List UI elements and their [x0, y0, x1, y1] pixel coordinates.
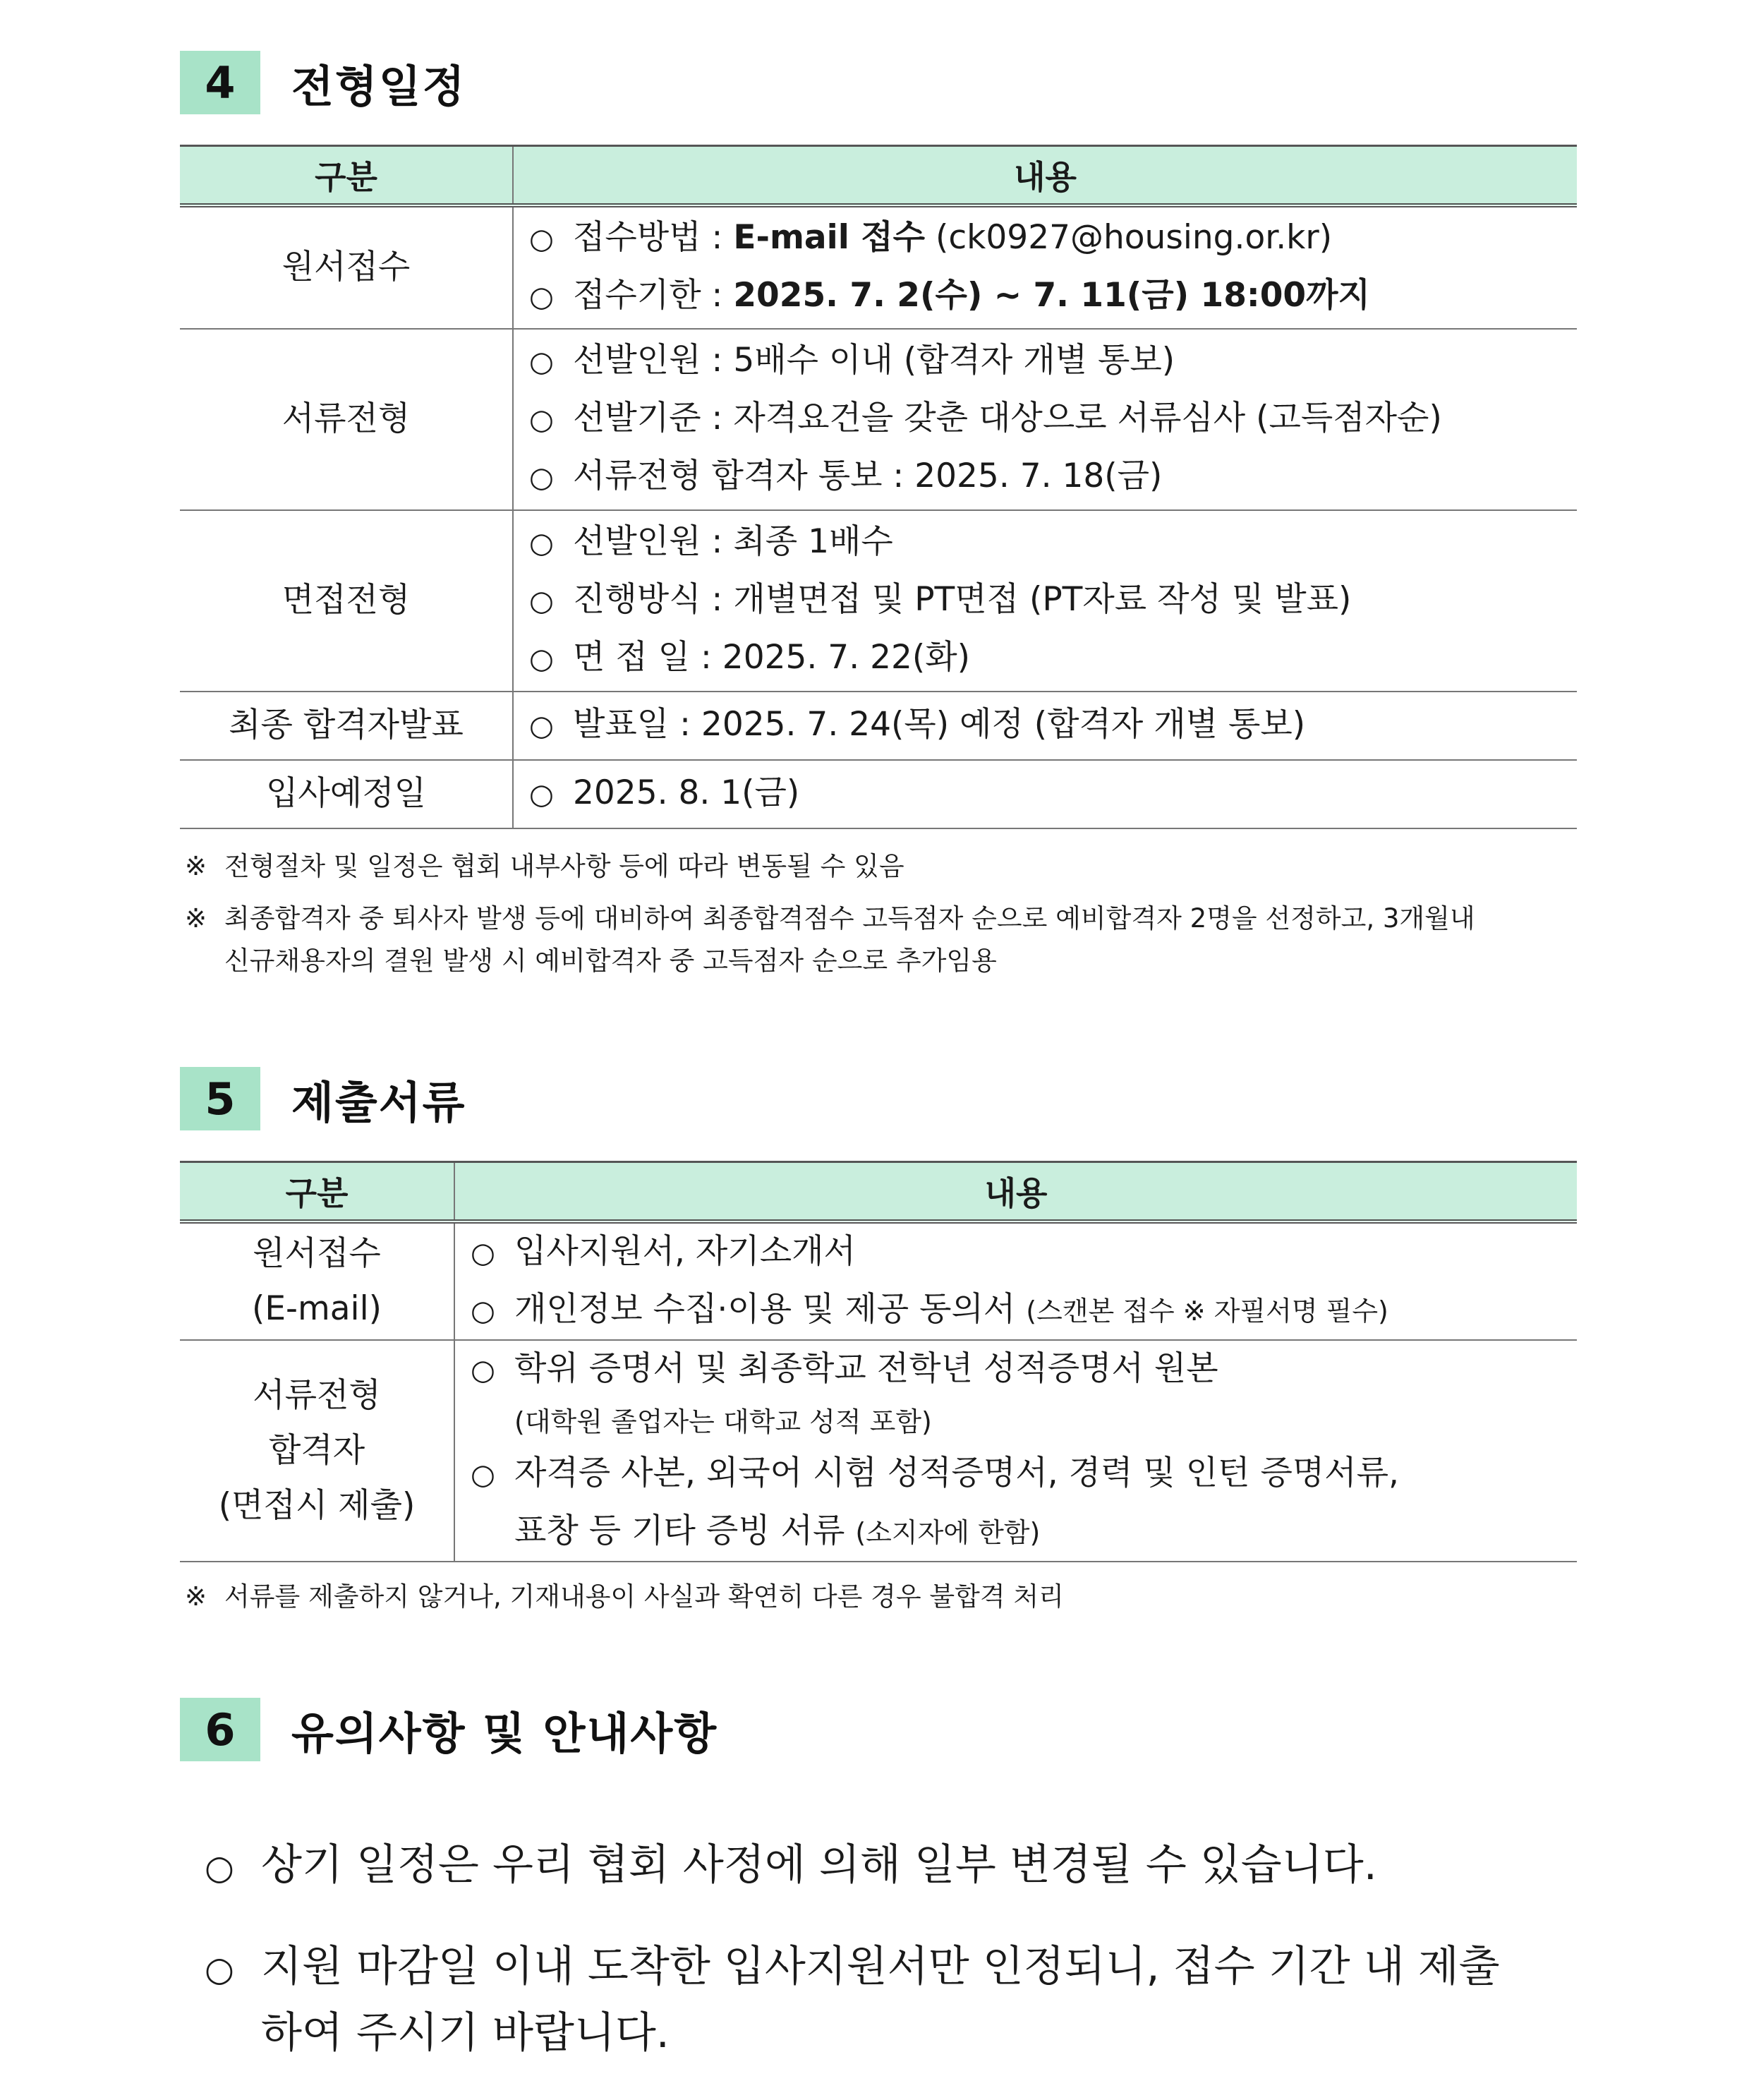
row-content: [513, 760, 1577, 828]
list-item: [529, 448, 1577, 506]
category-line: (E-mail): [251, 1289, 382, 1328]
item-sub-note: (대학원 졸업자는 대학교 성적 포함): [514, 1406, 932, 1437]
row-category: 원서접수: [180, 205, 513, 329]
section-number: 4: [180, 51, 260, 114]
bullet-icon: ○: [529, 404, 554, 436]
note: [185, 845, 904, 888]
item-text: 개인정보 수집·이용 및 제공 동의서: [514, 1289, 1016, 1329]
table-row: [180, 692, 1577, 760]
row-category: 서류전형: [180, 329, 513, 510]
bullet-icon: ○: [471, 1294, 495, 1327]
row-category: 입사예정일: [180, 760, 513, 828]
item-text: 서류전형 합격자 통보 : 2025. 7. 18(금): [573, 457, 1163, 495]
item-text: 선발인원 : 5배수 이내 (합격자 개별 통보): [573, 341, 1175, 380]
list-item: [529, 514, 1577, 572]
section-5-heading: [180, 1067, 466, 1130]
list-item: [471, 1224, 1577, 1281]
item-text: 자격증 사본, 외국어 시험 성적증명서, 경력 및 인턴 증명서류,: [514, 1453, 1399, 1492]
bullet-icon: ○: [205, 1950, 234, 1989]
item-label: 접수방법 :: [573, 218, 723, 257]
list-item: [529, 765, 1577, 823]
bullet-icon: ○: [471, 1236, 495, 1269]
section-6-heading: [180, 1698, 718, 1761]
row-category: [180, 1221, 454, 1340]
row-content: [454, 1221, 1577, 1340]
item-text: 면 접 일 : 2025. 7. 22(화): [573, 638, 970, 677]
section-number: 6: [180, 1698, 260, 1761]
item-text: 표창 등 기타 증빙 서류: [514, 1511, 845, 1550]
section-4-heading: [180, 51, 466, 114]
list-item: [471, 1445, 1577, 1503]
row-category: 면접전형: [180, 510, 513, 692]
item-note: (소지자에 한함): [855, 1516, 1041, 1548]
documents-table: [180, 1161, 1577, 1562]
section-title: 유의사항 및 안내사항: [291, 1707, 718, 1759]
note-mark: ※: [185, 851, 207, 881]
note-mark: ※: [185, 903, 207, 934]
item-note: (스캔본 접수 ※ 자필서명 필수): [1026, 1295, 1388, 1327]
item-text: 학위 증명서 및 최종학교 전학년 성적증명서 원본: [514, 1348, 1218, 1388]
table-header-row: [180, 146, 1577, 205]
table-row: [180, 1221, 1577, 1340]
section-number: 5: [180, 1067, 260, 1130]
note-text: 서류를 제출하지 않거나, 기재내용이 사실과 확연히 다른 경우 불합격 처리: [224, 1581, 1064, 1612]
list-item: [529, 390, 1577, 448]
header-category: 구분: [180, 1162, 454, 1221]
table-row: [180, 760, 1577, 828]
category-line: 합격자: [268, 1430, 365, 1470]
header-content: 내용: [454, 1162, 1577, 1221]
bullet-icon: ○: [529, 223, 554, 255]
bullet-icon: ○: [529, 461, 554, 494]
bullet-icon: ○: [529, 710, 554, 742]
list-item: [529, 210, 1577, 267]
item-label: 접수기한 :: [573, 276, 723, 315]
note-text-continued: 신규채용자의 결원 발생 시 예비합격자 중 고득점자 순으로 추가임용: [224, 946, 997, 976]
table-row: [180, 510, 1577, 692]
bullet-icon: ○: [529, 281, 554, 313]
notice-item: [205, 1935, 1500, 2065]
bullet-icon: ○: [529, 527, 554, 560]
note-text: 최종합격자 중 퇴사자 발생 등에 대비하여 최종합격점수 고득점자 순으로 예비합격자 2명을 선정하고, 3개월내: [224, 903, 1475, 934]
bullet-icon: ○: [205, 1848, 234, 1888]
item-text: 발표일 : 2025. 7. 24(목) 예정 (합격자 개별 통보): [573, 705, 1306, 744]
row-content: [513, 205, 1577, 329]
item-text: 진행방식 : 개별면접 및 PT면접 (PT자료 작성 및 발표): [573, 580, 1352, 619]
schedule-table: [180, 145, 1577, 829]
bullet-icon: ○: [529, 643, 554, 675]
row-category: [180, 1340, 454, 1562]
row-content: [513, 329, 1577, 510]
item-email: (ck0927@housing.or.kr): [936, 218, 1333, 257]
item-value-bold: 2025. 7. 2(수) ~ 7. 11(금) 18:00까지: [733, 276, 1370, 315]
item-text: 입사지원서, 자기소개서: [514, 1231, 856, 1271]
row-content: [454, 1340, 1577, 1562]
table-row: [180, 1340, 1577, 1562]
category-line: (면접시 제출): [218, 1485, 416, 1525]
section-title: 제출서류: [291, 1076, 466, 1128]
bullet-icon: ○: [529, 778, 554, 811]
category-line: 서류전형: [253, 1375, 381, 1415]
item-text: 선발기준 : 자격요건을 갖춘 대상으로 서류심사 (고득점자순): [573, 399, 1442, 438]
bullet-icon: ○: [529, 346, 554, 378]
row-category: 최종 합격자발표: [180, 692, 513, 760]
note-text: 전형절차 및 일정은 협회 내부사항 등에 따라 변동될 수 있음: [224, 851, 904, 881]
notice-text-continued: 하여 주시기 바랍니다.: [261, 2008, 670, 2058]
bullet-icon: ○: [471, 1353, 495, 1387]
list-item: [529, 572, 1577, 629]
row-content: [513, 510, 1577, 692]
header-category: 구분: [180, 146, 513, 205]
list-item: [529, 267, 1577, 325]
note: [185, 898, 1475, 982]
row-content: [513, 692, 1577, 760]
list-item: [529, 696, 1577, 754]
bullet-icon: ○: [471, 1458, 495, 1491]
list-item: [471, 1341, 1577, 1399]
table-row: [180, 205, 1577, 329]
item-value-bold: E-mail 접수: [733, 218, 926, 257]
list-item: [471, 1281, 1577, 1339]
bullet-icon: ○: [529, 585, 554, 617]
category-line: 원서접수: [253, 1233, 381, 1273]
note: [185, 1576, 1064, 1618]
section-title: 전형일정: [291, 60, 466, 112]
list-item: [529, 629, 1577, 687]
item-text: 선발인원 : 최종 1배수: [573, 522, 893, 561]
list-item: [529, 332, 1577, 390]
table-row: [180, 329, 1577, 510]
list-item-continued: [471, 1503, 1577, 1561]
header-content: 내용: [513, 146, 1577, 205]
notice-text: 상기 일정은 우리 협회 사정에 의해 일부 변경될 수 있습니다.: [261, 1840, 1377, 1890]
notice-item: [205, 1833, 1377, 1900]
item-text: 2025. 8. 1(금): [573, 773, 800, 812]
notice-text: 지원 마감일 이내 도착한 입사지원서만 인정되니, 접수 기간 내 제출: [261, 1942, 1500, 1991]
table-header-row: [180, 1162, 1577, 1221]
note-mark: ※: [185, 1581, 207, 1612]
